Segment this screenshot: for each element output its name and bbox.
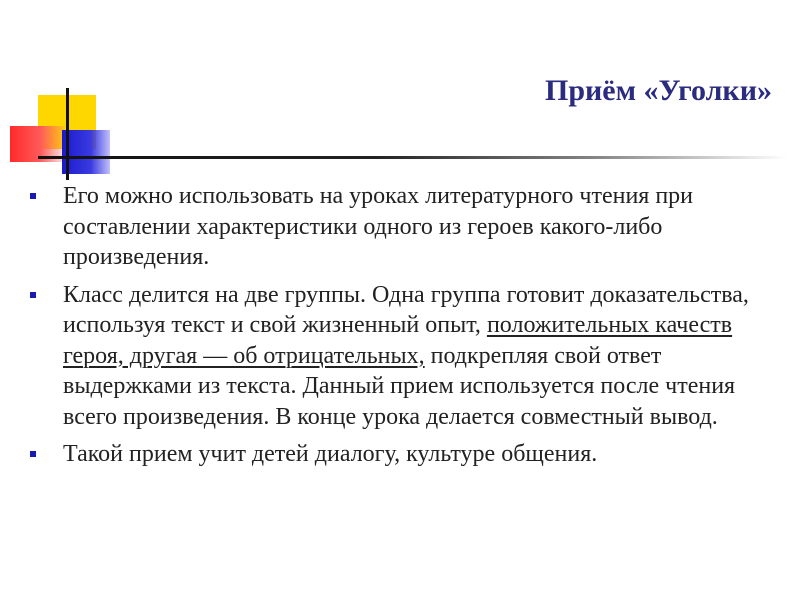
bullet-marker-icon bbox=[30, 292, 36, 298]
blue-square-icon bbox=[62, 130, 110, 174]
bullet-text-end: подкрепляя свой ответ выдержками из текста. Данный прием используется после чтения всего произведения. В конце урока делается совместный вывод. bbox=[63, 342, 736, 430]
bullet-text-start: Класс делится на две группы. Одна группа готовит доказательства, используя текст и свой жизненный опыт, bbox=[63, 281, 749, 338]
vertical-divider-line bbox=[66, 88, 69, 180]
bullet-marker-icon bbox=[30, 451, 36, 457]
bullet-text: Такой прием учит детей диалогу, культуре общения. bbox=[63, 441, 598, 467]
bullet-item bbox=[30, 439, 780, 470]
bullet-list bbox=[30, 181, 780, 470]
bullet-text: Его можно использовать на уроках литературного чтения при составлении характеристики одного из героев какого-либо произведения. bbox=[63, 183, 694, 270]
bullet-marker-icon bbox=[30, 193, 36, 199]
underlined-phrase: положительных качеств героя, другая — об отрицательных, bbox=[63, 312, 733, 369]
slide-title: Приём «Уголки» bbox=[545, 74, 772, 107]
title-divider-line bbox=[38, 156, 788, 159]
bullet-item bbox=[30, 280, 780, 433]
bullet-item bbox=[30, 181, 780, 273]
corner-squares-logo bbox=[0, 0, 150, 180]
